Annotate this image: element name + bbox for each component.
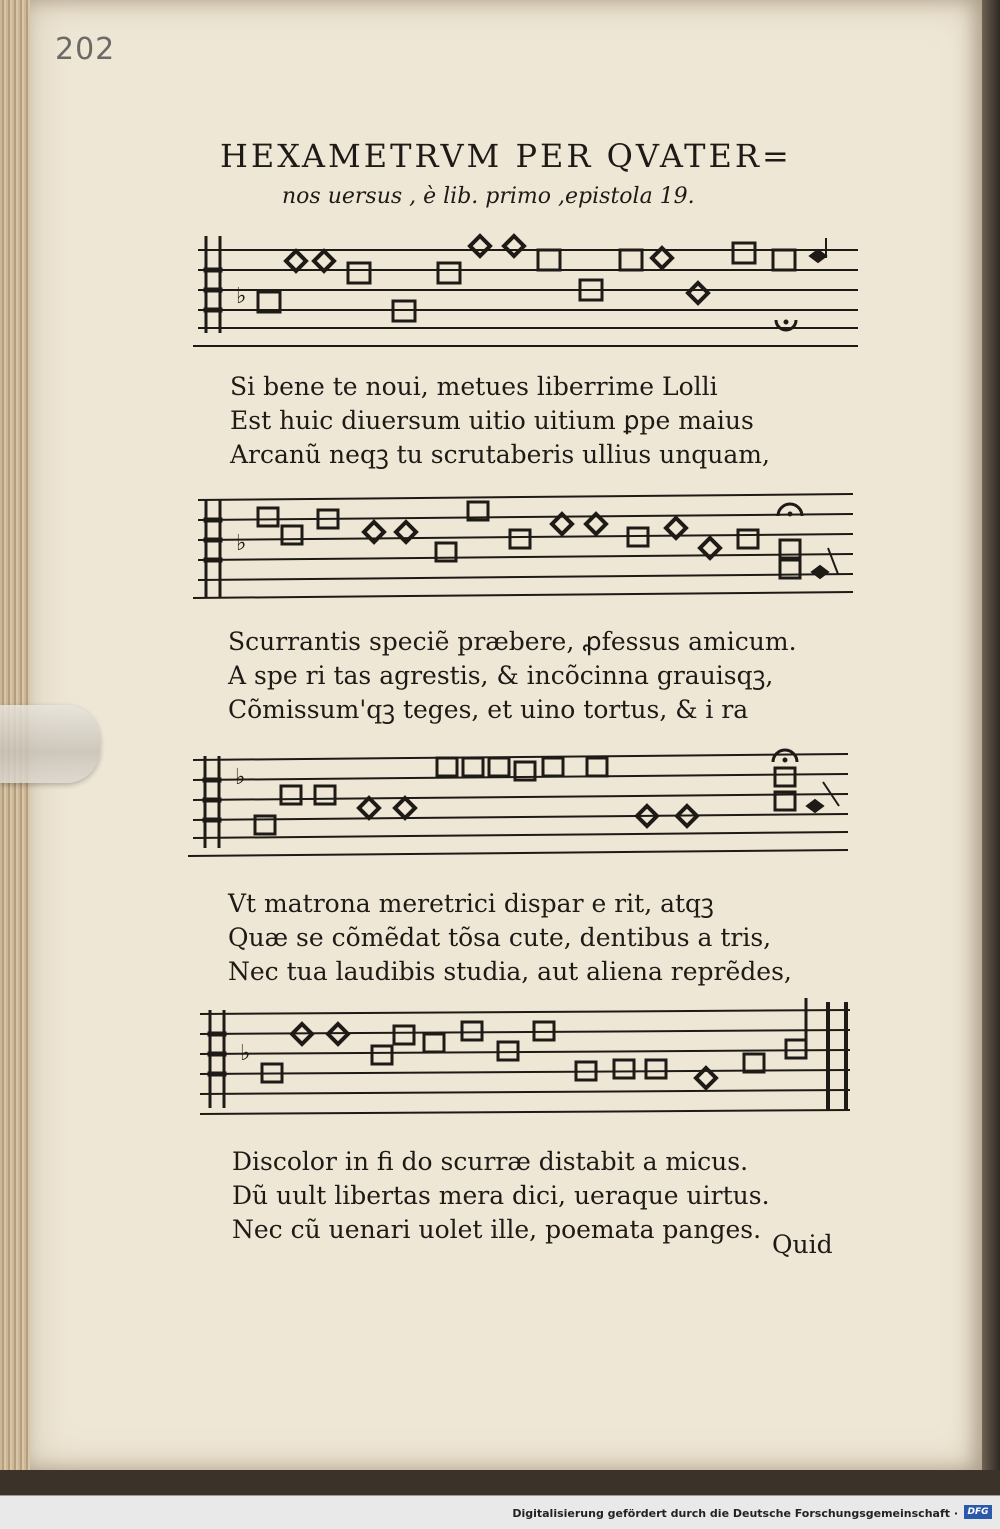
music-staff-3 — [193, 742, 863, 862]
page-clip — [0, 705, 100, 783]
catchword: Quid — [772, 1230, 833, 1259]
page-title: HEXAMETRVM PER QVATER= — [220, 137, 792, 175]
page-number: 202 — [55, 32, 116, 67]
svg-text:♭: ♭ — [236, 284, 247, 309]
verse-line: Nec tua laudibis studia, aut aliena reprẽdes, — [228, 957, 792, 986]
music-staff-4 — [200, 998, 865, 1123]
music-staff-2 — [198, 488, 863, 608]
music-staff-1 — [198, 228, 863, 348]
verse-line: Cõmissum'qꝫ teges, et uino tortus, & i ra — [228, 695, 749, 724]
gutter-shadow — [982, 0, 1000, 1495]
dfg-logo-icon: DFG — [964, 1505, 992, 1519]
verse-line: Si bene te noui, metues liberrime Lolli — [230, 372, 718, 401]
book-page — [30, 0, 982, 1470]
verse-line: Quæ se cõmẽdat tõsa cute, dentibus a tris, — [228, 923, 772, 952]
verse-line: Nec cũ uenari uolet ille, poemata panges. — [232, 1215, 762, 1244]
verse-line: Discolor in fi do scurræ distabit a micus. — [232, 1147, 749, 1176]
verse-stanza-1 — [230, 370, 770, 472]
page-subtitle: nos uersus , è lib. primo ,epistola 19. — [282, 184, 695, 209]
footer-bar — [0, 1495, 1000, 1529]
verse-line: Dũ uult libertas mera dici, ueraque uirtus. — [232, 1181, 770, 1210]
verse-line: Arcanũ neqꝫ tu scrutaberis ullius unquam, — [230, 440, 770, 469]
verse-line: A spe ri tas agrestis, & incõcinna grauisqꝫ, — [228, 661, 774, 690]
verse-line: Vt matrona meretrici dispar e rit, atqꝫ — [228, 889, 714, 918]
svg-text:♭: ♭ — [236, 531, 247, 556]
verse-stanza-4 — [232, 1145, 770, 1247]
verse-line: Scurrantis speciẽ præbere, ꝓfessus amicum. — [228, 627, 797, 656]
verse-stanza-3 — [228, 887, 792, 989]
verse-line: Est huic diuersum uitio uitium ꝑpe maius — [230, 406, 754, 435]
verse-stanza-2 — [228, 625, 797, 727]
scan-bottom-edge — [0, 1470, 1000, 1495]
svg-text:♭: ♭ — [240, 1041, 251, 1066]
svg-text:♭: ♭ — [235, 765, 246, 790]
footer-credit: Digitalisierung gefördert durch die Deutsche Forschungsgemeinschaft · — [512, 1507, 958, 1520]
